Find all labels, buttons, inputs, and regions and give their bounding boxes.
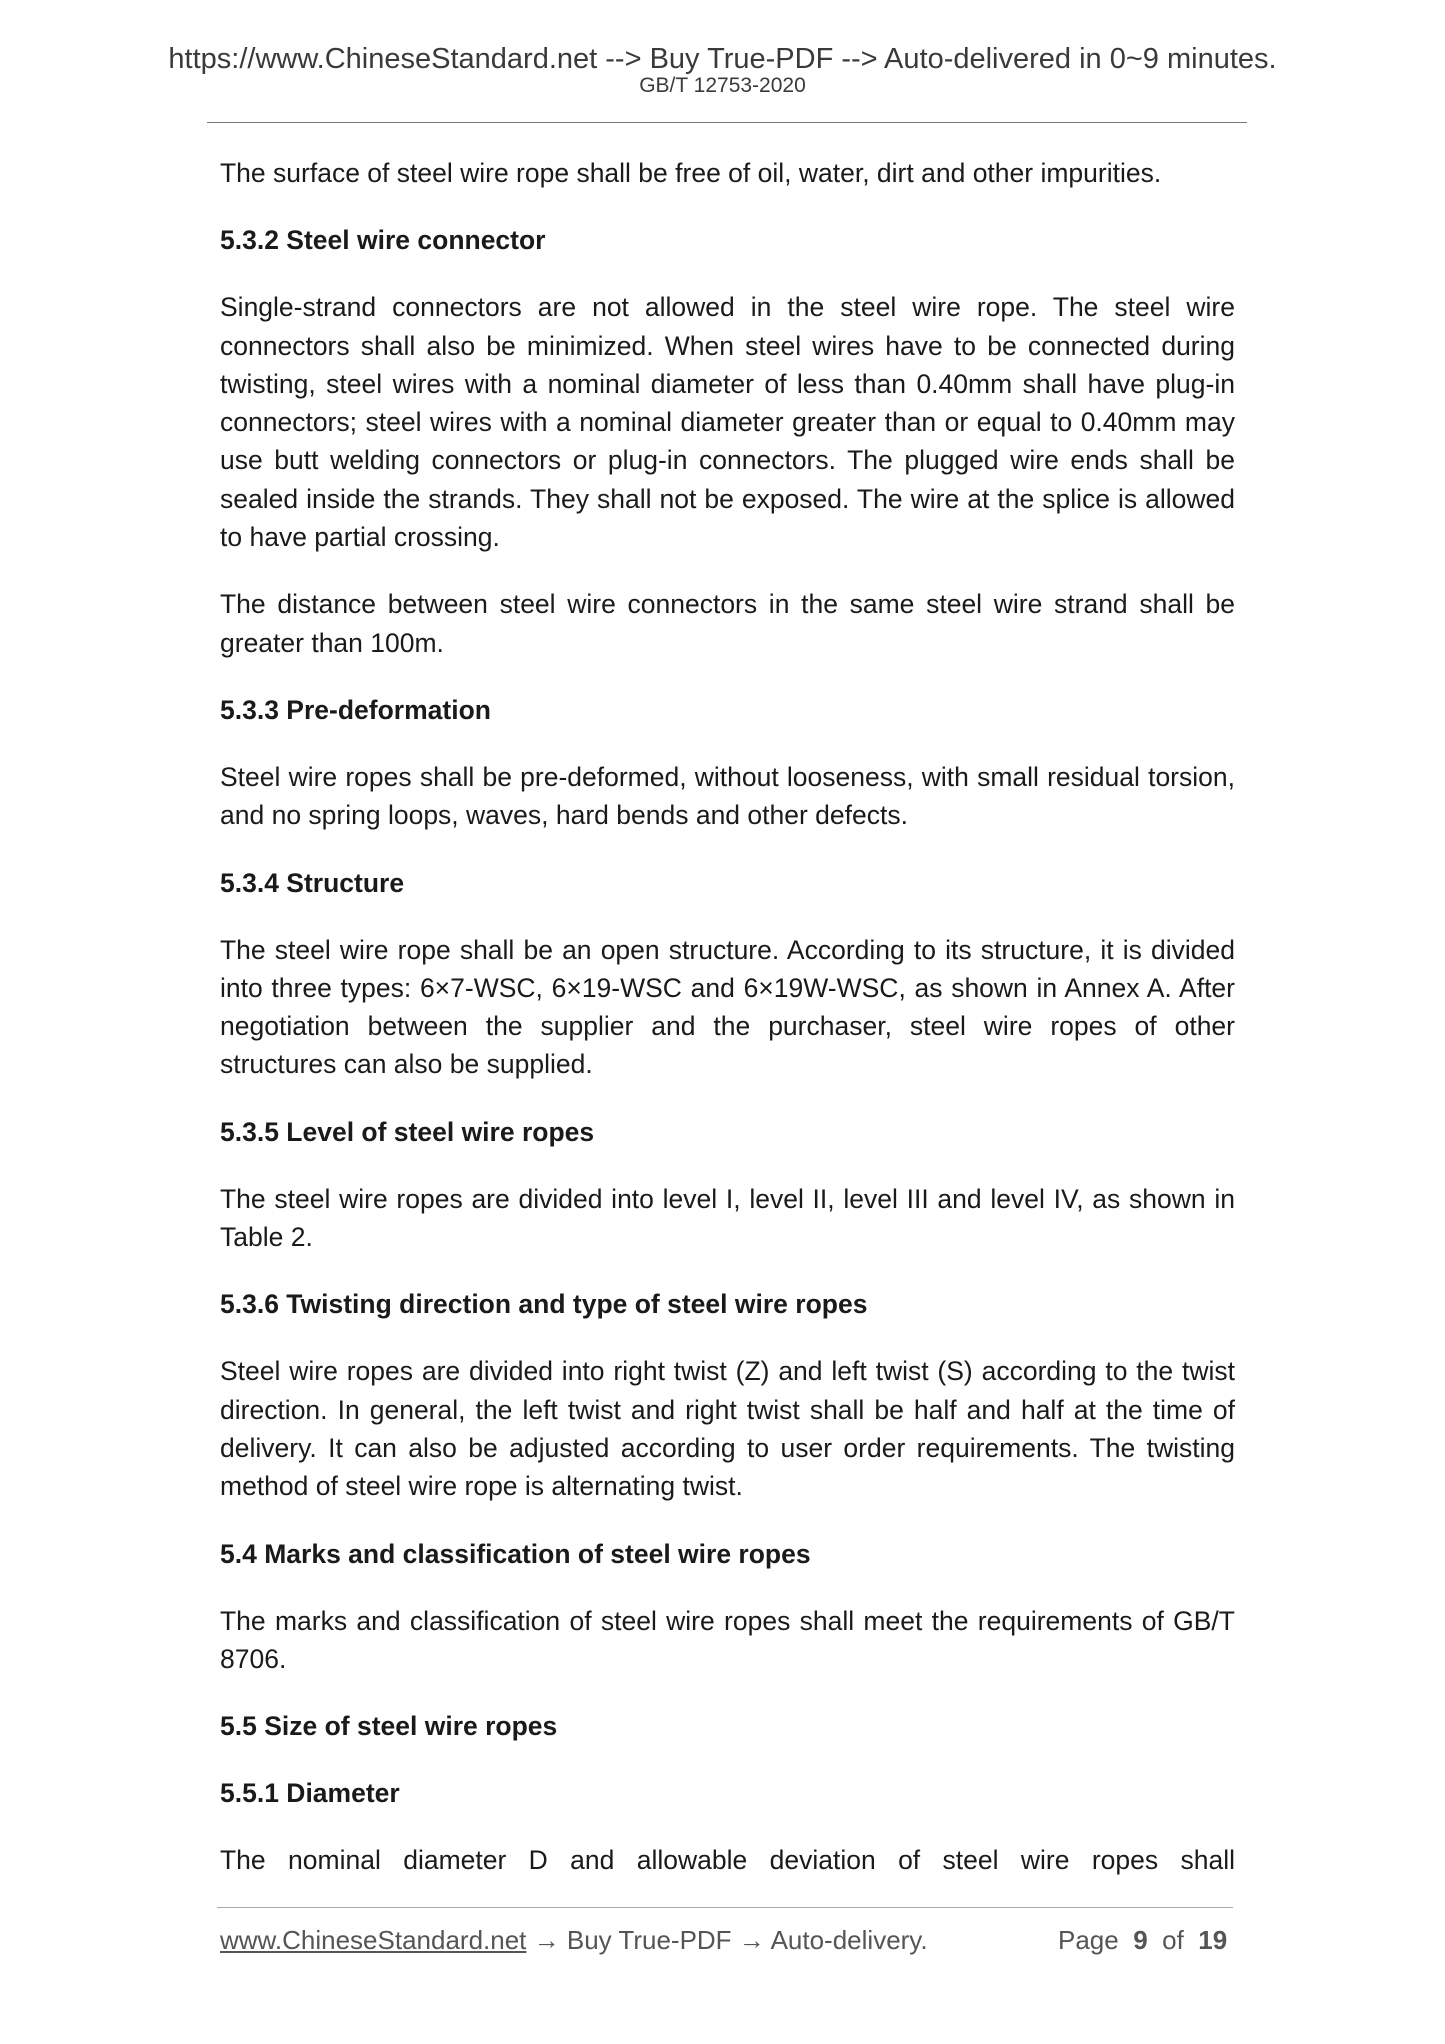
page-indicator	[1058, 1923, 1227, 1957]
footer-delivery-text: → Buy True-PDF → Auto-delivery.	[526, 1925, 928, 1955]
paragraph-5-3-6: Steel wire ropes are divided into right twist (Z) and left twist (S) according to the twist direction. In general, the left twist and right twist shall be half and half at the time of delivery. It can also be adjusted according to user order requirements. The twisting method of steel wire rope is alternating twist.	[220, 1356, 1235, 1502]
of-label: of	[1162, 1925, 1184, 1955]
heading-5-4: 5.4 Marks and classification of steel wire ropes	[220, 1538, 811, 1569]
page-number: 9	[1133, 1925, 1148, 1955]
paragraph-5-3-5: The steel wire ropes are divided into level I, level II, level III and level IV, as shown in Table 2.	[220, 1183, 1235, 1253]
paragraph-surface: The surface of steel wire rope shall be free of oil, water, dirt and other impurities.	[220, 158, 1162, 188]
paragraph-5-3-2-connectors: Single-strand connectors are not allowed in the steel wire rope. The steel wire connectors shall also be minimized. When steel wires have to be connected during twisting, steel wires with a nominal diameter of less than 0.40mm shall have plug-in connectors; steel wires with a nominal diameter greater than or equal to 0.40mm may use butt welding connectors or plug-in connectors. The plugged wire ends shall be sealed inside the strands. They shall not be exposed. The wire at the splice is allowed to have partial crossing.	[220, 292, 1235, 553]
paragraph-5-4: The marks and classification of steel wire ropes shall meet the requirements of GB/T 8706.	[220, 1605, 1235, 1674]
heading-5-3-2: 5.3.2 Steel wire connector	[220, 225, 546, 256]
document-body	[220, 154, 1235, 1879]
header-standard-code: GB/T 12753-2020	[639, 74, 806, 97]
paragraph-5-5-1: The nominal diameter D and allowable deviation of steel wire ropes shall	[220, 1845, 1235, 1876]
header-divider	[207, 122, 1247, 123]
header-url-line: https://www.ChineseStandard.net --> Buy True-PDF --> Auto-delivered in 0~9 minutes.	[168, 43, 1277, 75]
heading-5-3-6: 5.3.6 Twisting direction and type of steel wire ropes	[220, 1289, 868, 1320]
footer-site-link[interactable]: www.ChineseStandard.net	[220, 1925, 527, 1955]
footer-divider	[217, 1907, 1233, 1908]
total-pages: 19	[1198, 1925, 1228, 1955]
heading-5-3-4: 5.3.4 Structure	[220, 867, 405, 898]
heading-5-5: 5.5 Size of steel wire ropes	[220, 1711, 558, 1742]
page-label: Page	[1058, 1925, 1119, 1955]
paragraph-5-3-4: The steel wire rope shall be an open structure. According to its structure, it is divided into three types: 6×7-WSC, 6×19-WSC and 6×19W-WSC, as shown in Annex A. After negotiation between the supplier and the purchaser, steel wire ropes of other structures can also be supplied.	[220, 934, 1235, 1080]
paragraph-5-3-3: Steel wire ropes shall be pre-deformed, without looseness, with small residual torsion, and no spring loops, waves, hard bends and other defects.	[220, 761, 1235, 831]
heading-5-3-3: 5.3.3 Pre-deformation	[220, 694, 491, 725]
footer-source	[220, 1923, 928, 1957]
heading-5-5-1: 5.5.1 Diameter	[220, 1778, 400, 1809]
heading-5-3-5: 5.3.5 Level of steel wire ropes	[220, 1116, 595, 1147]
paragraph-5-3-2-distance: The distance between steel wire connectors in the same steel wire strand shall be greater than 100m.	[220, 589, 1235, 658]
